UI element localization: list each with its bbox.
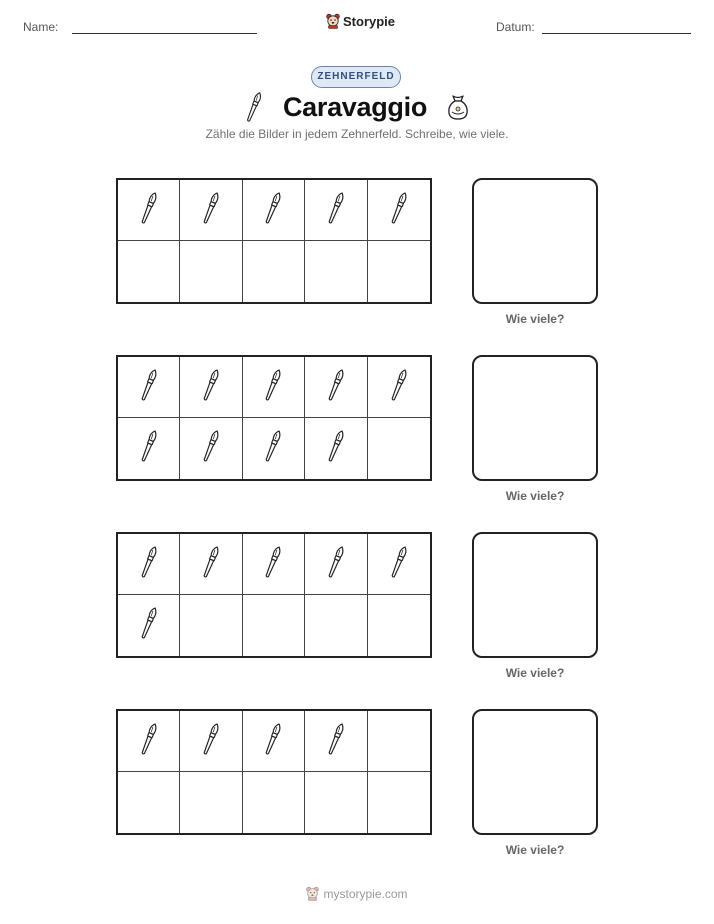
- paintbrush-icon: [390, 187, 408, 234]
- paintbrush-icon: [390, 364, 408, 411]
- frame-cell: [368, 711, 430, 772]
- paintbrush-icon: [327, 425, 345, 472]
- frame-cell: [118, 595, 180, 656]
- frame-cell: [305, 711, 367, 772]
- page-title: Caravaggio: [282, 91, 428, 122]
- brand-logo: [326, 13, 395, 29]
- brand-name: Storypie: [343, 13, 396, 29]
- frame-cell: [368, 357, 430, 418]
- frame-cell: [243, 595, 305, 656]
- bear-logo-icon: [326, 13, 340, 29]
- paintbrush-icon: [202, 425, 220, 472]
- paintbrush-icon: [202, 187, 220, 234]
- frame-cell: [118, 711, 180, 772]
- frame-cell: [180, 241, 242, 302]
- ten-frame: [116, 532, 432, 658]
- paintbrush-icon: [140, 541, 158, 588]
- answer-box[interactable]: [472, 355, 598, 481]
- paintbrush-icon: [140, 187, 158, 234]
- paintbrush-icon: [140, 364, 158, 411]
- paintbrush-icon: [264, 541, 282, 588]
- frame-cell: [305, 357, 367, 418]
- paintbrush-icon: [264, 187, 282, 234]
- paintbrush-icon: [140, 425, 158, 472]
- date-label: Datum:: [496, 20, 535, 34]
- frame-cell: [180, 180, 242, 241]
- name-line[interactable]: [72, 33, 257, 34]
- frame-cell: [305, 418, 367, 479]
- paintbrush-icon: [327, 541, 345, 588]
- frame-cell: [243, 534, 305, 595]
- frame-cell: [368, 772, 430, 833]
- category-badge: ZEHNERFELD: [311, 66, 401, 88]
- frame-cell: [305, 772, 367, 833]
- frame-cell: [180, 357, 242, 418]
- date-line[interactable]: [542, 33, 691, 34]
- frame-cell: [368, 241, 430, 302]
- frame-cell: [368, 418, 430, 479]
- name-label: Name:: [23, 20, 59, 34]
- frame-cell: [118, 357, 180, 418]
- frame-cell: [180, 534, 242, 595]
- paintbrush-icon: [264, 718, 282, 765]
- paintbrush-icon: [140, 602, 158, 649]
- frame-cell: [305, 534, 367, 595]
- answer-label: Wie viele?: [505, 489, 565, 503]
- frame-cell: [243, 241, 305, 302]
- frame-cell: [243, 357, 305, 418]
- frame-cell: [368, 534, 430, 595]
- paintbrush-icon: [245, 90, 263, 124]
- frame-cell: [243, 418, 305, 479]
- paint-bag-icon: [447, 93, 469, 121]
- frame-cell: [180, 418, 242, 479]
- paintbrush-icon: [327, 187, 345, 234]
- paintbrush-icon: [264, 425, 282, 472]
- answer-box[interactable]: [472, 709, 598, 835]
- answer-box[interactable]: [472, 532, 598, 658]
- frame-cell: [118, 772, 180, 833]
- frame-cell: [180, 711, 242, 772]
- ten-frame: [116, 178, 432, 304]
- paintbrush-icon: [140, 718, 158, 765]
- paintbrush-icon: [390, 541, 408, 588]
- frame-cell: [368, 180, 430, 241]
- paintbrush-icon: [327, 718, 345, 765]
- paintbrush-icon: [202, 364, 220, 411]
- frame-cell: [305, 595, 367, 656]
- title-row: [0, 90, 714, 124]
- frame-cell: [243, 180, 305, 241]
- frame-cell: [305, 180, 367, 241]
- frame-cell: [118, 534, 180, 595]
- footer: [0, 886, 714, 901]
- paintbrush-icon: [202, 718, 220, 765]
- frame-cell: [118, 418, 180, 479]
- frame-cell: [305, 241, 367, 302]
- paintbrush-icon: [264, 364, 282, 411]
- answer-label: Wie viele?: [505, 843, 565, 857]
- frame-cell: [368, 595, 430, 656]
- footer-url: mystorypie.com: [323, 886, 408, 901]
- frame-cell: [118, 180, 180, 241]
- frame-cell: [243, 772, 305, 833]
- answer-box[interactable]: [472, 178, 598, 304]
- ten-frame: [116, 709, 432, 835]
- frame-cell: [180, 595, 242, 656]
- answer-label: Wie viele?: [505, 312, 565, 326]
- answer-label: Wie viele?: [505, 666, 565, 680]
- frame-cell: [243, 711, 305, 772]
- ten-frame: [116, 355, 432, 481]
- frame-cell: [180, 772, 242, 833]
- instructions: Zähle die Bilder in jedem Zehnerfeld. Schreibe, wie viele.: [205, 127, 509, 141]
- paintbrush-icon: [202, 541, 220, 588]
- frame-cell: [118, 241, 180, 302]
- bear-logo-icon: [306, 886, 319, 901]
- paintbrush-icon: [327, 364, 345, 411]
